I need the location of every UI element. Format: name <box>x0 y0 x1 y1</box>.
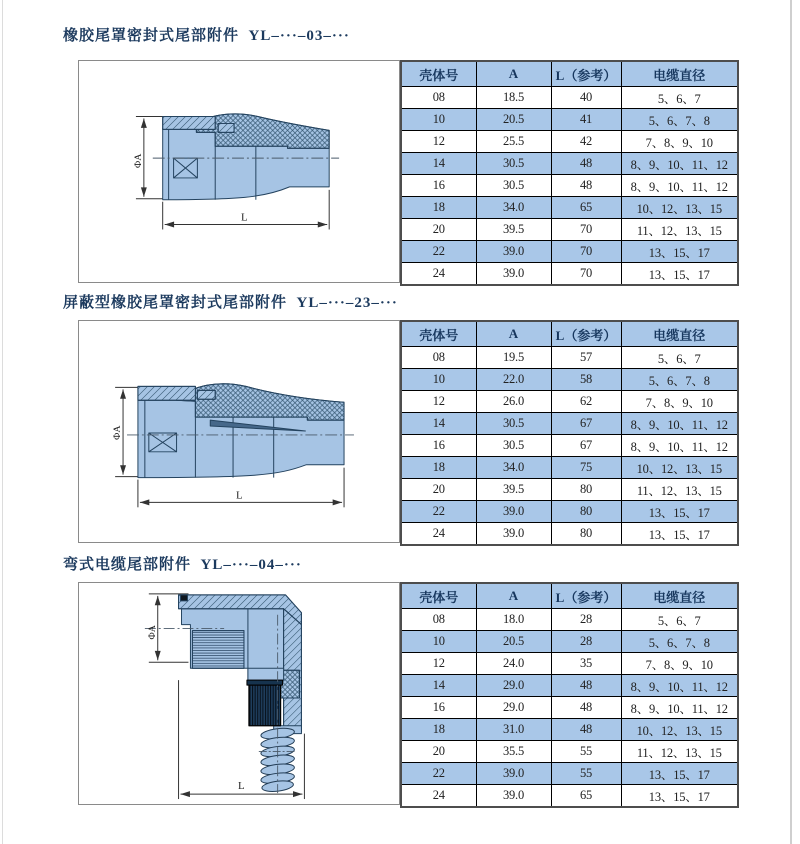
table-cell: 10、12、13、15 <box>621 719 738 741</box>
table-row <box>401 435 738 457</box>
table-cell: 58 <box>551 369 621 391</box>
table-cell: 8、9、10、11、12 <box>621 675 738 697</box>
table-cell: 30.5 <box>476 413 551 435</box>
table-cell: 65 <box>551 785 621 808</box>
table-row <box>401 413 738 435</box>
table-row <box>401 87 738 109</box>
table-cell: 18 <box>401 457 476 479</box>
table-cell: 26.0 <box>476 391 551 413</box>
table-cell: 8、9、10、11、12 <box>621 153 738 175</box>
table-row <box>401 369 738 391</box>
table-cell: 20.5 <box>476 109 551 131</box>
table-cell: 22 <box>401 501 476 523</box>
table-row <box>401 501 738 523</box>
dim-length-label: L <box>240 211 248 224</box>
table-cell: 35 <box>551 653 621 675</box>
table-cell: 14 <box>401 153 476 175</box>
table-row <box>401 153 738 175</box>
table-cell: 29.0 <box>476 697 551 719</box>
section-1-spec-table <box>400 60 739 286</box>
table-cell: 39.0 <box>476 241 551 263</box>
table-row <box>401 785 738 808</box>
table-row <box>401 763 738 785</box>
table-cell: 80 <box>551 479 621 501</box>
table-cell: 10 <box>401 109 476 131</box>
table-header-row <box>401 583 738 609</box>
section-1-title: 橡胶尾罩密封式尾部附件 YL–···–03–··· <box>63 28 350 44</box>
table-cell: 18.0 <box>476 609 551 631</box>
table-cell: 39.0 <box>476 763 551 785</box>
section-2-title: 屏蔽型橡胶尾罩密封式尾部附件 YL–···–23–··· <box>63 295 398 311</box>
table-cell: 24 <box>401 785 476 808</box>
table-cell: 7、8、9、10 <box>621 391 738 413</box>
table-row <box>401 219 738 241</box>
table-cell: 48 <box>551 175 621 197</box>
table-cell: 13、15、17 <box>621 263 738 286</box>
table-cell: 5、6、7 <box>621 609 738 631</box>
table-cell: 30.5 <box>476 153 551 175</box>
table-cell: 28 <box>551 631 621 653</box>
table-cell: 48 <box>551 153 621 175</box>
table-row <box>401 523 738 546</box>
table-cell: 08 <box>401 609 476 631</box>
table-cell: 30.5 <box>476 435 551 457</box>
section-3-title: 弯式电缆尾部附件 YL–···–04–··· <box>63 557 302 573</box>
col-header-cable: 电缆直径 <box>621 61 738 87</box>
table-cell: 13、15、17 <box>621 241 738 263</box>
col-header-a: A <box>476 321 551 347</box>
section-3-drawing-box <box>78 582 400 805</box>
table-cell: 8、9、10、11、12 <box>621 413 738 435</box>
table-cell: 5、6、7 <box>621 347 738 369</box>
table-row <box>401 719 738 741</box>
col-header-l: L（参考） <box>551 321 621 347</box>
table-cell: 70 <box>551 263 621 286</box>
col-header-a: A <box>476 61 551 87</box>
table-cell: 8、9、10、11、12 <box>621 435 738 457</box>
table-row <box>401 653 738 675</box>
table-cell: 40 <box>551 87 621 109</box>
table-cell: 39.0 <box>476 263 551 286</box>
table-cell: 39.0 <box>476 785 551 808</box>
table-cell: 55 <box>551 763 621 785</box>
table-cell: 30.5 <box>476 175 551 197</box>
table-header-row <box>401 321 738 347</box>
table-cell: 67 <box>551 435 621 457</box>
table-row <box>401 609 738 631</box>
table-cell: 24 <box>401 263 476 286</box>
table-cell: 41 <box>551 109 621 131</box>
table-cell: 14 <box>401 413 476 435</box>
table-row <box>401 479 738 501</box>
table-cell: 70 <box>551 219 621 241</box>
table-cell: 5、6、7、8 <box>621 631 738 653</box>
table-cell: 18.5 <box>476 87 551 109</box>
table-cell: 75 <box>551 457 621 479</box>
table-cell: 5、6、7 <box>621 87 738 109</box>
table-cell: 24.0 <box>476 653 551 675</box>
table-row <box>401 197 738 219</box>
table-row <box>401 241 738 263</box>
table-cell: 5、6、7、8 <box>621 369 738 391</box>
table-cell: 48 <box>551 675 621 697</box>
table-cell: 22 <box>401 763 476 785</box>
table-row <box>401 391 738 413</box>
table-cell: 22 <box>401 241 476 263</box>
table-cell: 20 <box>401 741 476 763</box>
table-cell: 34.0 <box>476 457 551 479</box>
table-cell: 62 <box>551 391 621 413</box>
table-cell: 16 <box>401 175 476 197</box>
section-3-spec-table <box>400 582 739 808</box>
table-cell: 13、15、17 <box>621 785 738 808</box>
table-cell: 13、15、17 <box>621 763 738 785</box>
table-cell: 70 <box>551 241 621 263</box>
table-cell: 14 <box>401 675 476 697</box>
dim-length-label: L <box>236 489 243 502</box>
table-cell: 8、9、10、11、12 <box>621 697 738 719</box>
table-cell: 12 <box>401 131 476 153</box>
table-cell: 48 <box>551 719 621 741</box>
table-cell: 10 <box>401 369 476 391</box>
table-cell: 19.5 <box>476 347 551 369</box>
table-row <box>401 457 738 479</box>
table-cell: 34.0 <box>476 197 551 219</box>
dim-diameter-label: ΦA <box>112 425 124 440</box>
table-cell: 08 <box>401 87 476 109</box>
table-cell: 39.0 <box>476 523 551 546</box>
table-cell: 08 <box>401 347 476 369</box>
col-header-l: L（参考） <box>551 583 621 609</box>
table-cell: 16 <box>401 697 476 719</box>
section-1-drawing-box <box>78 60 400 283</box>
table-cell: 7、8、9、10 <box>621 131 738 153</box>
table-cell: 39.5 <box>476 219 551 241</box>
section-2-drawing-box <box>78 320 400 543</box>
col-header-l: L（参考） <box>551 61 621 87</box>
table-cell: 25.5 <box>476 131 551 153</box>
table-cell: 7、8、9、10 <box>621 653 738 675</box>
table-cell: 5、6、7、8 <box>621 109 738 131</box>
dim-diameter-label: ΦA <box>132 153 144 169</box>
table-row <box>401 109 738 131</box>
table-cell: 10、12、13、15 <box>621 197 738 219</box>
table-cell: 65 <box>551 197 621 219</box>
col-header-shell: 壳体号 <box>401 583 476 609</box>
table-cell: 57 <box>551 347 621 369</box>
col-header-cable: 电缆直径 <box>621 583 738 609</box>
table-cell: 10 <box>401 631 476 653</box>
table-cell: 48 <box>551 697 621 719</box>
table-cell: 22.0 <box>476 369 551 391</box>
col-header-cable: 电缆直径 <box>621 321 738 347</box>
table-cell: 42 <box>551 131 621 153</box>
dim-length-label: L <box>238 780 245 793</box>
table-cell: 35.5 <box>476 741 551 763</box>
table-cell: 39.5 <box>476 479 551 501</box>
table-cell: 39.0 <box>476 501 551 523</box>
section-2-spec-table <box>400 320 739 546</box>
table-cell: 67 <box>551 413 621 435</box>
straight-backshell-drawing <box>79 61 399 282</box>
table-row <box>401 131 738 153</box>
table-row <box>401 741 738 763</box>
table-cell: 13、15、17 <box>621 501 738 523</box>
table-row <box>401 675 738 697</box>
page-right-edge <box>790 0 792 844</box>
table-cell: 13、15、17 <box>621 523 738 546</box>
table-row <box>401 631 738 653</box>
table-cell: 28 <box>551 609 621 631</box>
table-row <box>401 175 738 197</box>
table-cell: 11、12、13、15 <box>621 741 738 763</box>
right-angle-backshell-drawing <box>79 583 399 804</box>
col-header-shell: 壳体号 <box>401 321 476 347</box>
table-cell: 18 <box>401 197 476 219</box>
table-cell: 11、12、13、15 <box>621 479 738 501</box>
table-header-row <box>401 61 738 87</box>
table-cell: 10、12、13、15 <box>621 457 738 479</box>
table-cell: 29.0 <box>476 675 551 697</box>
table-cell: 16 <box>401 435 476 457</box>
table-cell: 31.0 <box>476 719 551 741</box>
table-cell: 12 <box>401 391 476 413</box>
table-cell: 8、9、10、11、12 <box>621 175 738 197</box>
table-cell: 20.5 <box>476 631 551 653</box>
table-cell: 12 <box>401 653 476 675</box>
table-row <box>401 347 738 369</box>
col-header-shell: 壳体号 <box>401 61 476 87</box>
shielded-backshell-drawing <box>79 321 399 542</box>
table-cell: 18 <box>401 719 476 741</box>
table-cell: 80 <box>551 523 621 546</box>
table-cell: 55 <box>551 741 621 763</box>
table-cell: 80 <box>551 501 621 523</box>
dim-diameter-label: ΦA <box>146 625 158 640</box>
table-row <box>401 263 738 286</box>
table-row <box>401 697 738 719</box>
table-cell: 20 <box>401 479 476 501</box>
table-cell: 11、12、13、15 <box>621 219 738 241</box>
page-left-edge <box>2 0 3 844</box>
table-cell: 20 <box>401 219 476 241</box>
col-header-a: A <box>476 583 551 609</box>
table-cell: 24 <box>401 523 476 546</box>
